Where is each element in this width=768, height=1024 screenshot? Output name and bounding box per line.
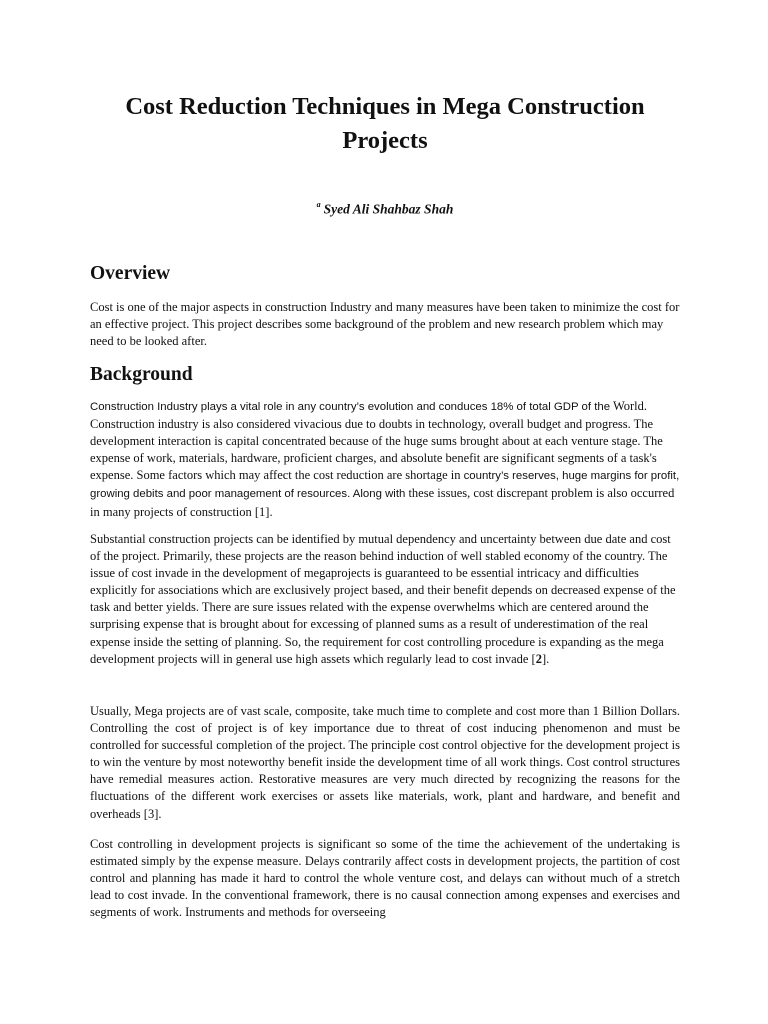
author-affiliation-marker: a <box>316 200 321 209</box>
background-paragraph-1-line-6: country’s reserves, huge margins for profit, growing debits and poor management of resources. Along with <box>90 470 680 501</box>
overview-heading: Overview <box>90 263 171 284</box>
background-paragraph-1-line-1: Construction Industry plays a vital role in any country’s evolution and conduces 18% of total GDP of the <box>90 401 611 413</box>
background-paragraph-4: Cost controlling in development projects is significant so some of the time the achievement of the undertaking is estimated simply by the expense measure. Delays contrarily affect costs in development projects, the partition of cost control and planning has made it hard to control the whole venture cost, and delays can without much of a stretch lead to cost invade. In the conventional framework, there is no causal connection among expenses and exercises and segments of work. Instruments and methods for overseeing <box>90 837 680 920</box>
author-line <box>90 197 680 219</box>
overview-paragraph: Cost is one of the major aspects in construction Industry and many measures have been taken to minimize the cost for an effective project. This project describes some background of the problem and new research problem which may need to be looked after. <box>90 300 680 349</box>
author-name: Syed Ali Shahbaz Shah <box>323 201 454 217</box>
background-heading: Background <box>90 364 193 385</box>
background-paragraph-2 <box>90 531 680 668</box>
background-paragraph-3: Usually, Mega projects are of vast scale, composite, take much time to complete and cost more than 1 Billion Dollars. Controlling the cost of project is of key importance due to threat of cost inducing phenomenon and must be controlled for successful completion of the project. The principle cost control objective for the development project is to win the venture by most noteworthy benefit inside the development time of all work things. Cost control structures have remedial measures action. Restorative measures are very much directed by recognizing the reasons for the fluctuations of the different work exercises or assets like materials, work, plant and hardware, and benefit and overheads [3]. <box>90 704 680 821</box>
background-paragraph-1-body: World. Construction industry is also considered vivacious due to doubts in technology, overall budget and progress. The development interaction is capital concentrated because of the huge sums brought about at each venture stage. The expense of work, materials, hardware, proficient charges, and absolute benefit are significant segments of a task's expense. Some factors which may affect the cost reduction are shortage in <box>90 399 663 483</box>
document-title: Cost Reduction Techniques in Mega Construction Projects <box>125 93 645 154</box>
citation-ref: 2 <box>535 651 542 666</box>
background-paragraph-1-end: these issues, cost discrepant problem is also occurred in many projects of construction [1]. <box>90 486 675 519</box>
background-paragraph-1 <box>90 398 680 521</box>
background-paragraph-2-text: Substantial construction projects can be identified by mutual dependency and uncertainty between due date and cost of the project. Primarily, these projects are the reason behind induction of well stabled economy of the country. The issue of cost invade in the development of megaprojects is guaranteed to be essential intricacy and difficulties explicitly for associations which are exclusively project based, and their benefit depends on decreased expense of the task and better yields. There are sure issues related with the expense overwhelms which are centered around the surprising expense that is brought about for excessing of planned sums as a result of underestimation of the real expense inside the setting of planning. So, the requirement for cost controlling procedure is expanding as the mega development projects will in general use high assets which regularly lead to cost invade [ <box>90 532 676 666</box>
background-paragraph-2-end: ]. <box>541 651 550 666</box>
